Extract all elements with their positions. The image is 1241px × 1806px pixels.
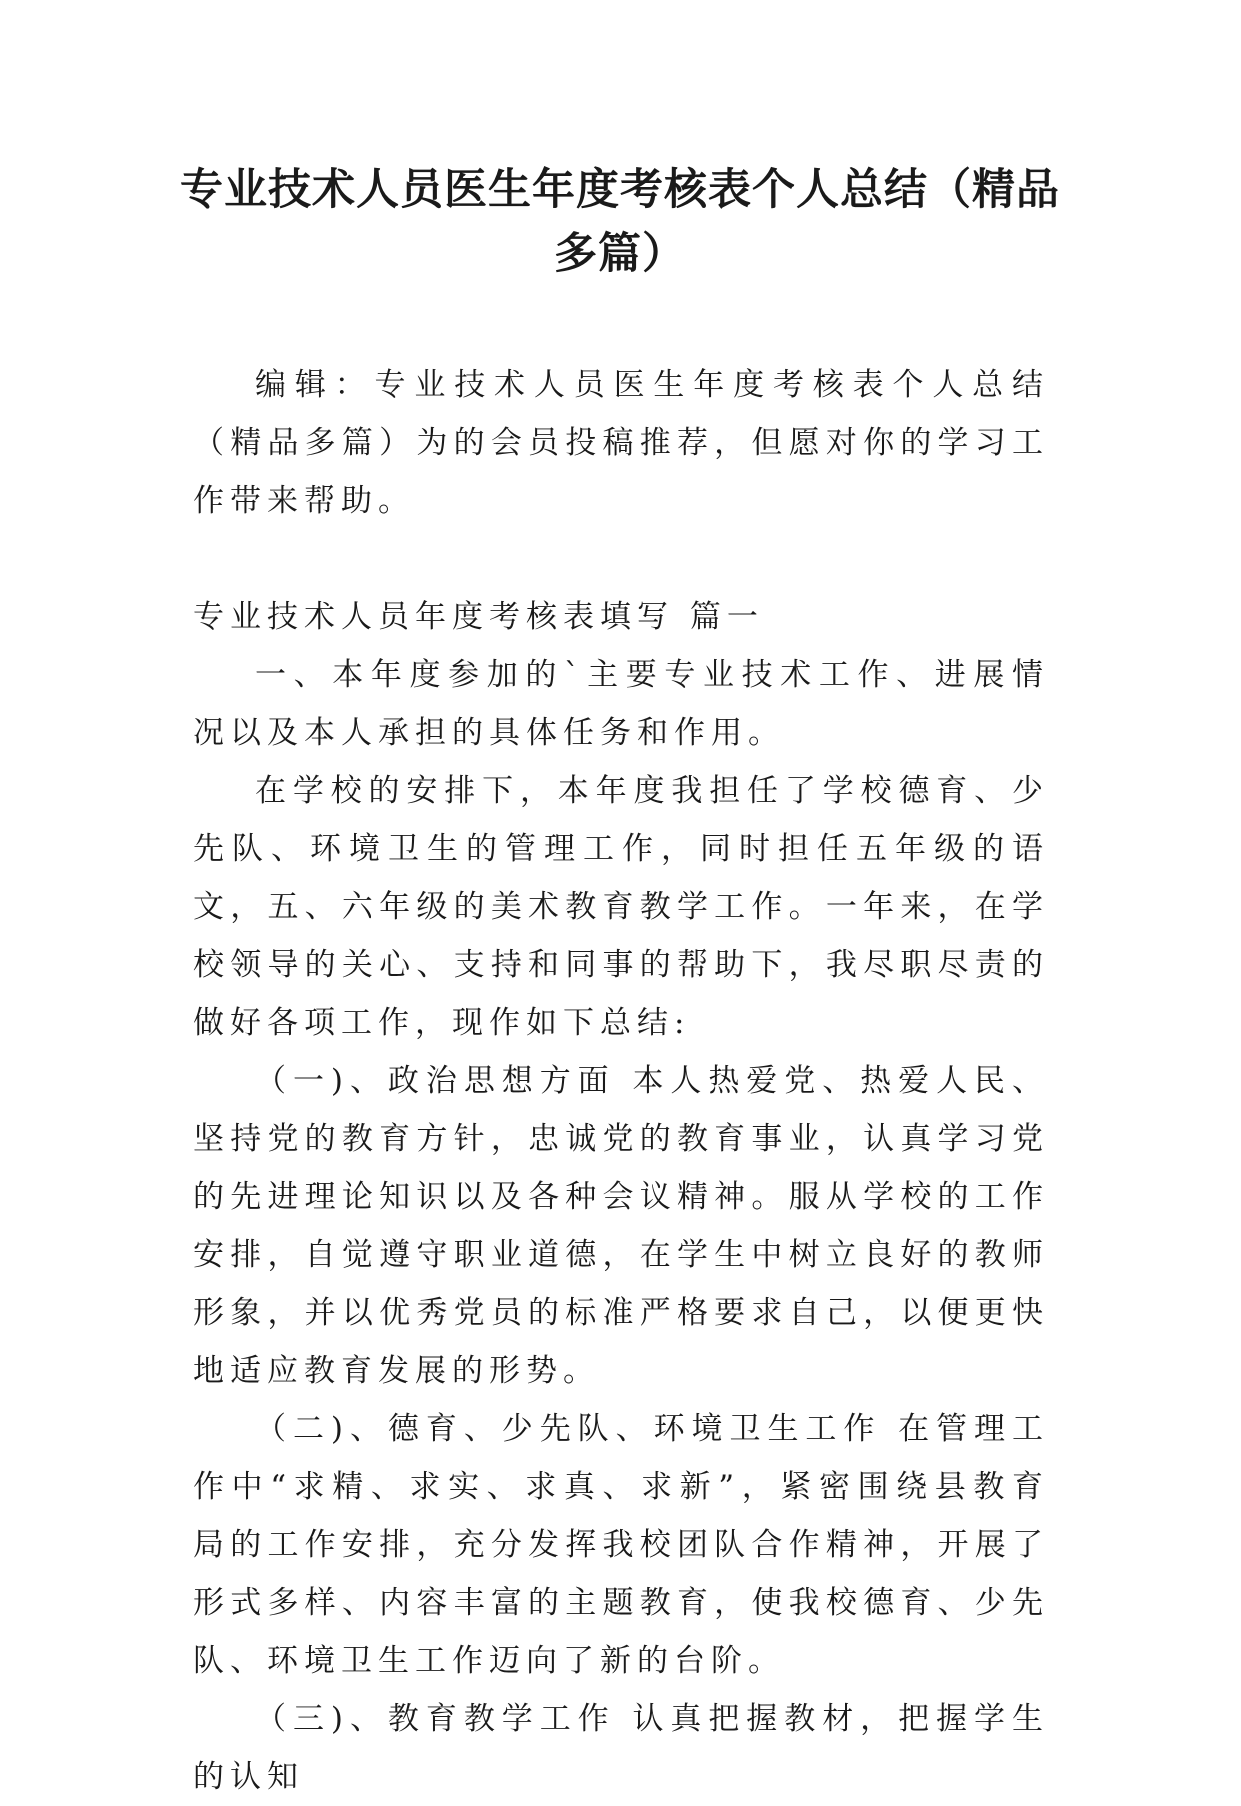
body-paragraph: （一)、政治思想方面 本人热爱党、热爱人民、坚持党的教育方针，忠诚党的教育事业，认真学习党的先进理论知识以及各种会议精神。服从学校的工作安排，自觉遵守职业道德，在学生中树立良好的教师形象，并以优秀党员的标准严格要求自己，以便更快地适应教育发展的形势。 — [193, 1063, 1049, 1389]
section-heading: 专业技术人员年度考核表填写 篇一 — [193, 599, 764, 635]
body-paragraph: 一、本年度参加的`主要专业技术工作、进展情况以及本人承担的具体任务和作用。 — [193, 657, 1049, 751]
body-paragraph: 在学校的安排下，本年度我担任了学校德育、少先队、环境卫生的管理工作，同时担任五年级的语文，五、六年级的美术教育教学工作。一年来，在学校领导的关心、支持和同事的帮助下，我尽职尽责的做好各项工作，现作如下总结: — [193, 773, 1049, 1041]
body-paragraph: （二)、德育、少先队、环境卫生工作 在管理工作中“求精、求实、求真、求新”，紧密围绕县教育局的工作安排，充分发挥我校团队合作精神，开展了形式多样、内容丰富的主题教育，使我校德育、少先队、环境卫生工作迈向了新的台阶。 — [193, 1411, 1049, 1679]
body-paragraph: （三)、教育教学工作 认真把握教材，把握学生的认知 — [193, 1701, 1049, 1795]
editor-note-paragraph: 编辑：专业技术人员医生年度考核表个人总结（精品多篇）为的会员投稿推荐，但愿对你的学习工作带来帮助。 — [193, 367, 1049, 519]
document-body — [193, 356, 1049, 1806]
document-title: 专业技术人员医生年度考核表个人总结（精品多篇） — [180, 165, 1060, 279]
